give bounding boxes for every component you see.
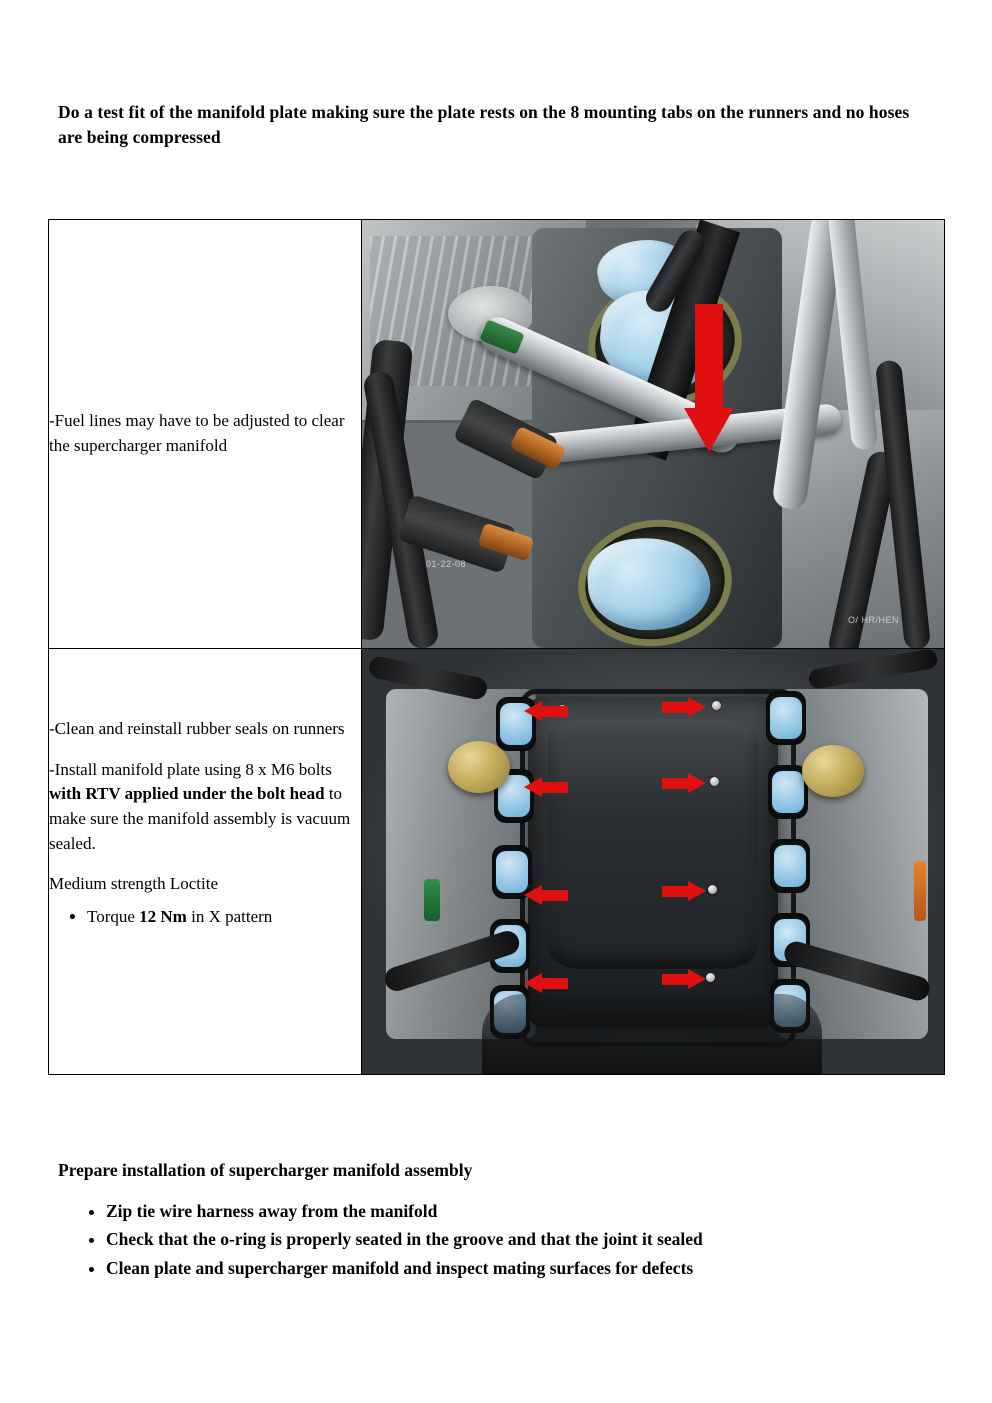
list-item: • Check that the o-ring is properly seated in the groove and that the joint it sealed <box>106 1225 986 1253</box>
row-1-text <box>49 409 361 458</box>
row-1-text-cell <box>49 220 362 649</box>
torque-bullet-list <box>49 905 361 930</box>
lower-engine-shadow <box>482 994 822 1074</box>
instruction-table <box>48 219 945 1075</box>
torque-value: 12 Nm <box>139 906 187 926</box>
runner-seal <box>766 691 806 745</box>
wire-harness-b <box>807 649 938 690</box>
row-2-text-cell <box>49 649 362 1075</box>
manifold-plate-installed-photo <box>362 649 944 1074</box>
table-row <box>49 220 945 649</box>
m6-bolt <box>712 701 721 710</box>
install-tail: to make sure the manifold assembly is vacuum sealed. <box>49 784 351 853</box>
list-item <box>87 905 361 930</box>
install-bold: with RTV applied under the bolt head <box>49 784 325 804</box>
torque-lead: Torque <box>87 906 140 926</box>
list-item: • Clean plate and supercharger manifold and inspect mating surfaces for defects <box>106 1254 986 1282</box>
clean-seals-note: -Clean and reinstall rubber seals on runners <box>49 719 345 738</box>
engine-bay-fuel-lines-photo: 01-22-08 <box>362 220 944 648</box>
list-item: • Zip tie wire harness away from the manifold <box>106 1197 986 1225</box>
row-2-text <box>49 717 361 929</box>
m6-bolt <box>710 777 719 786</box>
bottom-bullet-list <box>58 1197 986 1282</box>
manifold-plate-center <box>548 719 758 969</box>
torque-tail: in X pattern <box>186 906 273 926</box>
row-2-image-cell <box>362 649 945 1075</box>
loctite-note: Medium strength Loctite <box>49 874 219 894</box>
brass-fitting-left <box>448 741 510 793</box>
runner-seal <box>770 839 810 893</box>
orange-clip <box>914 861 926 921</box>
install-lead: -Install manifold plate using 8 x M6 bolts <box>49 759 332 779</box>
page-heading-mid: Prepare installation of supercharger manifold assembly <box>58 1160 473 1180</box>
fuel-lines-note: -Fuel lines may have to be adjusted to clear the supercharger manifold <box>49 411 345 455</box>
green-connector-2 <box>424 879 440 921</box>
brass-fitting-right <box>802 745 864 797</box>
m6-bolt <box>708 885 717 894</box>
row-1-image-cell <box>362 220 945 649</box>
install-plate-note <box>49 758 361 857</box>
table-row <box>49 649 945 1075</box>
page-heading-top: Do a test fit of the manifold plate making sure the plate rests on the 8 mounting tabs on the runners and no hoses are being compressed <box>58 102 910 147</box>
m6-bolt <box>706 973 715 982</box>
